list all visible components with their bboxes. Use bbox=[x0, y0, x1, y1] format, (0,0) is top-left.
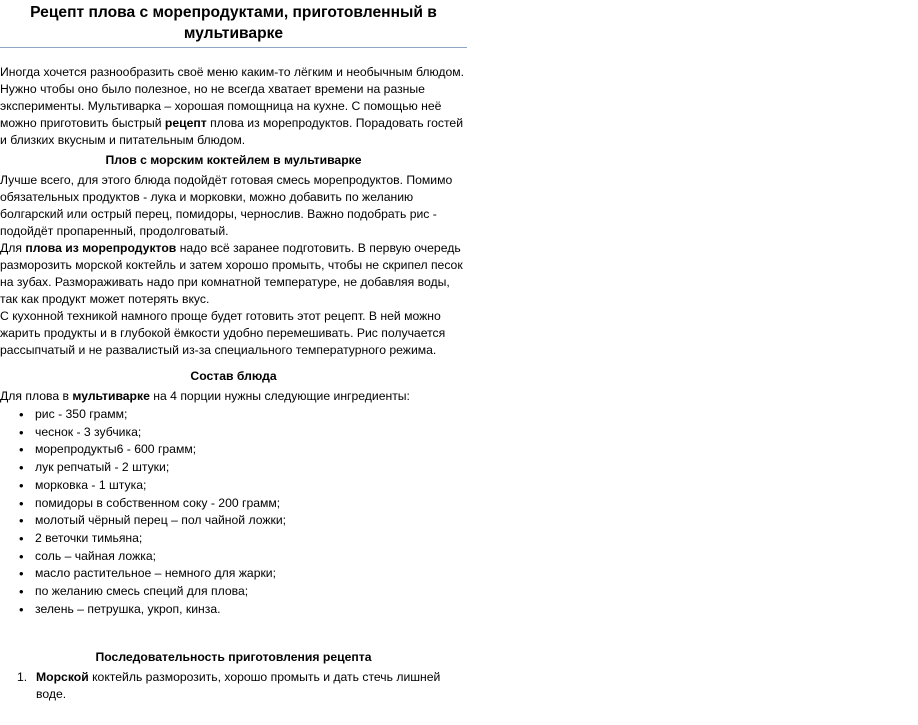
list-item: • рис - 350 грамм; bbox=[35, 406, 467, 424]
list-item: • зелень – петрушка, укроп, кинза. bbox=[35, 601, 467, 619]
step-bold: Морской bbox=[36, 670, 89, 685]
section-heading-ingredients: Состав блюда bbox=[190, 369, 277, 383]
intro-bold: рецепт bbox=[164, 116, 207, 130]
list-item: • чеснок - 3 зубчика; bbox=[35, 424, 467, 442]
intro-text-1: Иногда хочется разнообразить своё меню каким-то лёгким и необычным блюдом. Нужно чтобы оно было полезное, но не всегда хватает времени на разные эксперименты. Мультиварка – хорошая помощница на кухне. С помощью неё можно приготовить быстрый bbox=[0, 65, 465, 130]
section1-paragraph-2 bbox=[0, 240, 467, 308]
list-item: • 2 веточки тимьяна; bbox=[35, 530, 467, 548]
section1-paragraph-1: Лучше всего, для этого блюда подойдёт готовая смесь морепродуктов. Помимо обязательных продуктов - лука и морковки, можно добавить по желанию болгарский или острый перец, помидоры, чернослив. Важно подобрать рис - подойдёт пропаренный, продолговатый. bbox=[0, 173, 453, 238]
page-title: Рецепт плова с морепродуктами, приготовленный в мультиварке bbox=[0, 2, 467, 48]
p2-text-after: надо всё заранее подготовить. В первую очередь разморозить морской коктейль и затем хорошо промыть, чтобы не скрипел песок на зубах. Размораживать надо при комнатной температуре, не добавляя воды, так как продукт может потерять вкус. bbox=[0, 241, 463, 306]
list-item: • морепродукты6 - 600 грамм; bbox=[35, 441, 467, 459]
document bbox=[0, 0, 467, 703]
list-item: • по желанию смесь специй для плова; bbox=[35, 583, 467, 601]
lead-text-before: Для плова в bbox=[0, 389, 73, 403]
step-text: коктейль разморозить, хорошо промыть и дать стечь лишней воде. bbox=[36, 670, 441, 702]
list-item: • масло растительное – немного для жарки; bbox=[35, 565, 467, 583]
step-number: 1. bbox=[17, 670, 28, 685]
intro-text-2: плова из морепродуктов. Порадовать гостей и близких вкусным и питательным блюдом. bbox=[0, 116, 464, 147]
section-heading-steps: Последовательность приготовления рецепта bbox=[95, 650, 372, 665]
lead-text-after: на 4 порции нужны следующие ингредиенты: bbox=[149, 389, 410, 403]
p2-text-before: Для bbox=[0, 241, 26, 255]
list-item: • лук репчатый - 2 штуки; bbox=[35, 459, 467, 477]
list-item: • помидоры в собственном соку - 200 грамм; bbox=[35, 495, 467, 513]
steps-list bbox=[0, 669, 467, 703]
step-item bbox=[17, 669, 467, 703]
section-heading-pilaf: Плов с морским коктейлем в мультиварке bbox=[105, 153, 362, 167]
ingredients-list bbox=[0, 406, 467, 618]
list-item: • соль – чайная ложка; bbox=[35, 548, 467, 566]
p2-bold: плова из морепродуктов bbox=[25, 241, 177, 255]
intro-paragraph bbox=[0, 64, 467, 149]
section1-paragraph-3: С кухонной техникой намного проще будет готовить этот рецепт. В ней можно жарить продукты и в глубокой ёмкости удобно перемешивать. Рис получается рассыпчатый и не развалистый из-за специального температурного режима. bbox=[0, 309, 446, 357]
list-item: • молотый чёрный перец – пол чайной ложки; bbox=[35, 512, 467, 530]
lead-bold: мультиварке bbox=[72, 389, 150, 403]
ingredients-lead bbox=[0, 388, 467, 405]
list-item: • морковка - 1 штука; bbox=[35, 477, 467, 495]
